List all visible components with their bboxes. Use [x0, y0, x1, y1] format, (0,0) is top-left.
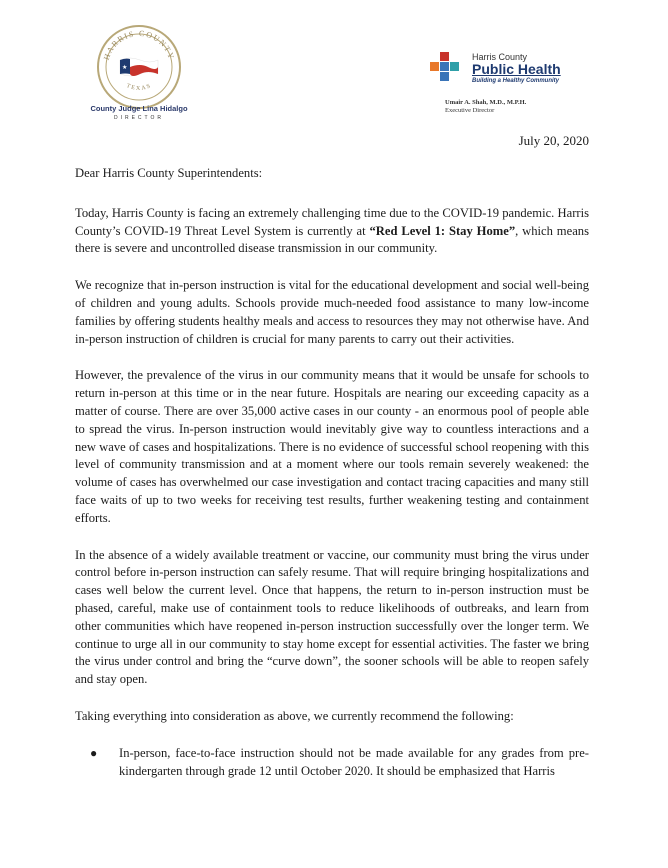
- svg-text:★: ★: [122, 65, 128, 71]
- ph-tagline: Building a Healthy Community: [472, 78, 560, 84]
- ph-director-title: Executive Director: [445, 107, 495, 114]
- seal-ring-text: HARRIS COUNTY: [101, 28, 177, 62]
- svg-text:TEXAS: [125, 83, 152, 92]
- bullet-icon: ●: [90, 745, 98, 760]
- seal-caption: [78, 104, 200, 121]
- ph-director-name: Umair A. Shah, M.D., M.P.H.: [445, 99, 527, 106]
- public-health-wordmark: [472, 52, 561, 85]
- p1-text-a: Today, Harris County is facing an extremely challenging time due to the COVID-19 pandemic. Harris County’s COVID-19 Threat Level System is currently at: [75, 205, 589, 238]
- p1-text-b: , which means there is severe and uncontrolled disease transmission in our community.: [75, 223, 589, 256]
- list-item: [90, 745, 589, 781]
- greeting: Dear Harris County Superintendents:: [75, 166, 263, 180]
- paragraph-in-person-value: We recognize that in-person instruction is vital for the educational development and social well-being of children and young adults. Schools provide much-needed food assistance to many low-income families by offering students healthy meals and access to resources they may not otherwise have. And in-person instruction of children is crucial for many parents to carry out their activities.: [75, 278, 589, 346]
- p1-red-level: “Red Level 1: Stay Home”: [369, 223, 516, 238]
- texas-flag-icon: [120, 58, 158, 76]
- recommendation-list: [75, 745, 589, 781]
- paragraph-threat-level: [75, 205, 589, 258]
- county-judge-title: DIRECTOR: [113, 115, 165, 121]
- ph-director-block: [445, 99, 526, 115]
- seal-bottom-text: TEXAS: [125, 82, 153, 92]
- paragraph-absence-treatment: In the absence of a widely available treatment or vaccine, our community must bring the virus under control before in-person instruction can safely resume. That will require bringing hospitalizations and cases well below the current level. Once that happens, the return to in-person instruction must be phased, careful, make use of containment tools to reduce likelihoods of outbreaks, and learn from other communities which have reopened in-person instruction successfully over the longer term. We continue to urge all in our community to stay home except for essential activities. The faster we bring the virus under control and bring the “curve down”, the sooner schools will be able to reopen safely and stay open.: [75, 547, 589, 687]
- list-item-text: In-person, face-to-face instruction should not be made available for any grades from pre-kindergarten through grade 12 until October 2020. It should be emphasized that Harris: [119, 745, 589, 778]
- paragraph-prevalence: However, the prevalence of the virus in our community means that it would be unsafe for schools to return in-person at this time or in the near future. Hospitals are nearing our exceeding capacity as a matter of course. There are over 35,000 active cases in our county - an enormous pool of people able to spread the virus. In-person instruction would inevitably give way to countless interactions and a new wave of cases and hospitalizations. There is no evidence of successful school reopening with this level of community transmission and at a moment where our tools remain severely weakened: the volume of cases has overwhelmed our case investigation and contact tracing capacities and many still face waits of up to two weeks for receiving test results, further weakening testing and containment efforts.: [75, 368, 589, 525]
- svg-text:HARRIS COUNTY: [102, 29, 176, 61]
- letter-body: [75, 165, 589, 780]
- letter-date: July 20, 2020: [518, 133, 589, 148]
- public-health-logo-icon: [430, 52, 464, 82]
- county-judge-name: County Judge Lina Hidalgo: [90, 104, 188, 113]
- ph-county: Harris County: [472, 52, 528, 62]
- ph-name: Public Health: [472, 61, 561, 77]
- harris-county-seal: [96, 24, 182, 110]
- paragraph-recommend: Taking everything into consideration as above, we currently recommend the following:: [75, 708, 514, 723]
